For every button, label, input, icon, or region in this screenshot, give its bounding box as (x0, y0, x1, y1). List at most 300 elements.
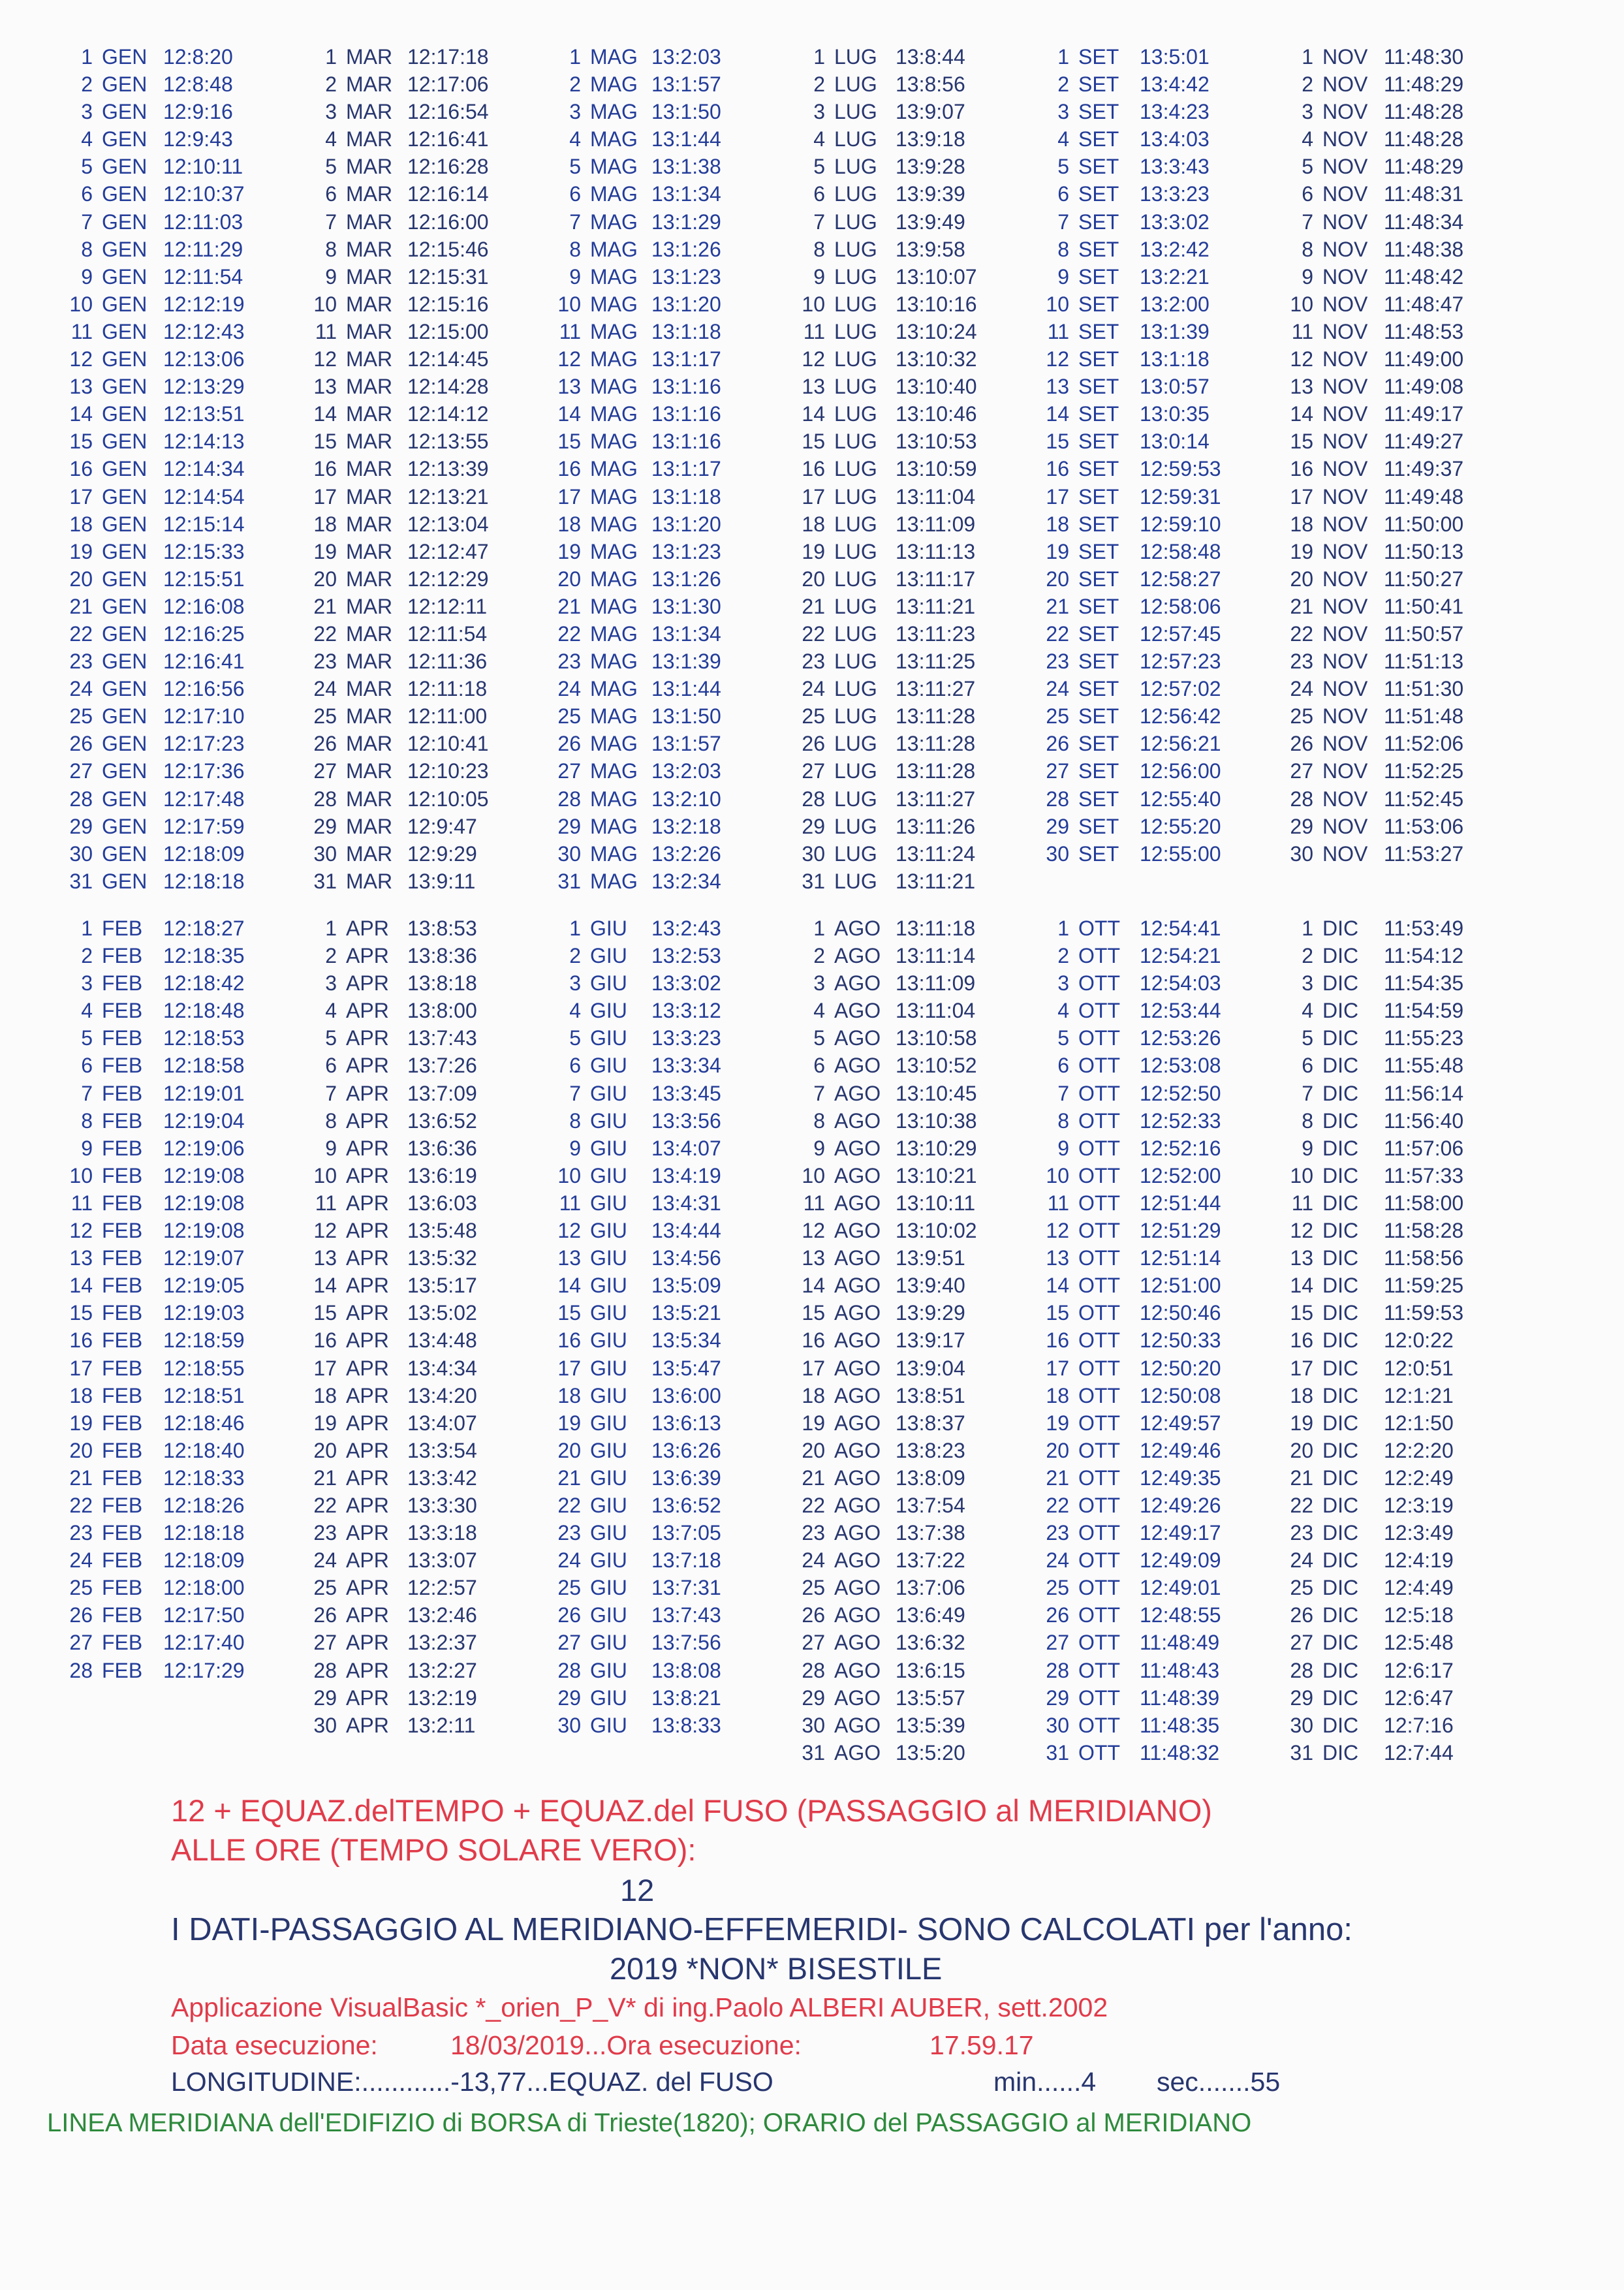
transit-row (1040, 648, 1283, 675)
month-label: FEB (102, 1658, 143, 1682)
month-label: FEB (102, 1383, 143, 1407)
transit-time: 13:11:18 (896, 917, 976, 940)
transit-time: 13:11:04 (896, 999, 976, 1023)
transit-time: 13:8:53 (407, 917, 477, 940)
transit-row (796, 620, 1039, 648)
transit-time: 12:49:01 (1140, 1576, 1221, 1600)
month-block-feb (64, 915, 307, 1684)
day-number: 2 (81, 944, 93, 968)
month-label: APR (346, 1108, 389, 1133)
day-number: 14 (313, 1274, 337, 1298)
day-number: 8 (325, 1108, 337, 1133)
transit-time: 12:18:55 (163, 1356, 245, 1380)
month-label: MAG (590, 100, 638, 124)
transit-row (64, 538, 307, 565)
day-number: 1 (325, 917, 337, 940)
day-number: 27 (557, 759, 581, 783)
transit-row (552, 1546, 795, 1574)
month-label: AGO (834, 999, 881, 1023)
transit-time: 12:52:33 (1140, 1108, 1221, 1133)
transit-time: 12:17:50 (163, 1603, 245, 1627)
transit-row (64, 510, 307, 538)
transit-row (308, 1657, 551, 1684)
month-label: GEN (102, 567, 148, 591)
day-number: 12 (1046, 347, 1069, 371)
day-number: 13 (1046, 375, 1069, 399)
month-label: LUG (834, 841, 877, 866)
transit-row (64, 1464, 307, 1492)
month-label: GEN (102, 512, 148, 536)
transit-row (1040, 1162, 1283, 1189)
transit-row (1285, 1244, 1527, 1272)
day-number: 15 (557, 1301, 581, 1325)
day-number: 12 (1046, 1219, 1069, 1243)
month-label: GIU (590, 971, 627, 996)
transit-time: 12:15:33 (163, 539, 245, 563)
transit-time: 13:7:43 (407, 1026, 477, 1050)
transit-time: 12:14:13 (163, 430, 245, 454)
transit-time: 12:6:17 (1384, 1658, 1454, 1682)
transit-row (552, 1464, 795, 1492)
transit-time: 12:51:44 (1140, 1191, 1221, 1215)
month-label: NOV (1322, 264, 1368, 289)
month-label: AGO (834, 1328, 881, 1353)
transit-time: 13:1:16 (651, 375, 721, 399)
transit-time: 12:10:41 (407, 732, 489, 756)
transit-time: 13:7:18 (651, 1548, 721, 1573)
month-label: FEB (102, 1246, 143, 1270)
transit-row (1285, 757, 1527, 785)
transit-time: 13:6:00 (651, 1383, 721, 1407)
month-label: OTT (1078, 1383, 1120, 1407)
day-number: 17 (313, 484, 337, 509)
month-label: LUG (834, 430, 877, 454)
transit-time: 13:9:58 (896, 237, 965, 261)
transit-time: 12:10:11 (163, 155, 243, 179)
transit-row (1040, 208, 1283, 236)
month-label: AGO (834, 1686, 881, 1710)
month-label: GEN (102, 210, 148, 234)
transit-row (64, 153, 307, 180)
transit-row (1285, 483, 1527, 510)
transit-row (308, 428, 551, 455)
day-number: 7 (1302, 1081, 1313, 1105)
transit-time: 13:3:23 (1140, 182, 1210, 206)
transit-time: 13:0:35 (1140, 402, 1210, 426)
day-number: 18 (1290, 512, 1313, 536)
day-number: 7 (81, 1081, 93, 1105)
application-note: Applicazione VisualBasic *_orien_P_V* di ing.Paolo ALBERI AUBER, sett.2002 (171, 1992, 1108, 2022)
month-label: SET (1078, 787, 1119, 811)
day-number: 5 (81, 155, 93, 179)
month-label: GEN (102, 182, 148, 206)
transit-row (1285, 702, 1527, 730)
day-number: 25 (313, 704, 337, 729)
transit-time: 11:48:31 (1384, 182, 1464, 206)
transit-time: 13:1:38 (651, 155, 721, 179)
month-label: MAG (590, 650, 638, 674)
transit-time: 13:9:28 (896, 155, 965, 179)
month-label: APR (346, 1274, 389, 1298)
day-number: 15 (1046, 430, 1069, 454)
month-label: NOV (1322, 457, 1368, 481)
transit-row (796, 1629, 1039, 1656)
transit-time: 12:18:48 (163, 999, 245, 1023)
transit-row (1285, 263, 1527, 290)
transit-time: 13:3:45 (651, 1081, 721, 1105)
month-block-mag (552, 43, 795, 895)
transit-row (796, 1107, 1039, 1135)
transit-time: 12:56:00 (1140, 759, 1221, 783)
month-label: MAG (590, 594, 638, 618)
day-number: 2 (325, 72, 337, 97)
transit-time: 11:50:13 (1384, 539, 1464, 563)
transit-row (796, 236, 1039, 263)
month-label: SET (1078, 182, 1119, 206)
month-label: GEN (102, 155, 148, 179)
day-number: 12 (802, 347, 825, 371)
day-number: 23 (69, 1521, 93, 1545)
transit-time: 12:17:10 (163, 704, 245, 729)
month-label: NOV (1322, 182, 1368, 206)
formula-line: 12 + EQUAZ.delTEMPO + EQUAZ.del FUSO (PASSAGGIO al MERIDIANO) (171, 1793, 1212, 1828)
day-number: 4 (81, 127, 93, 151)
month-label: LUG (834, 402, 877, 426)
transit-row (64, 620, 307, 648)
transit-row (1040, 942, 1283, 969)
transit-row (1040, 1492, 1283, 1519)
transit-row (552, 98, 795, 125)
day-number: 8 (1302, 1108, 1313, 1133)
day-number: 30 (557, 841, 581, 866)
day-number: 23 (313, 1521, 337, 1545)
transit-row (1040, 1601, 1283, 1629)
transit-row (1285, 1024, 1527, 1052)
transit-row (64, 593, 307, 620)
transit-row (64, 702, 307, 730)
month-label: MAG (590, 375, 638, 399)
day-number: 7 (325, 1081, 337, 1105)
timezone-minutes: min......4 (993, 2067, 1097, 2097)
transit-time: 13:10:53 (896, 430, 977, 454)
transit-time: 12:18:26 (163, 1493, 245, 1517)
day-number: 17 (69, 484, 93, 509)
month-label: SET (1078, 292, 1119, 316)
month-label: NOV (1322, 787, 1368, 811)
month-label: GEN (102, 759, 148, 783)
day-number: 13 (1290, 1246, 1313, 1270)
month-label: APR (346, 1219, 389, 1243)
day-number: 19 (69, 539, 93, 563)
transit-row (796, 1739, 1039, 1766)
month-label: GIU (590, 1713, 627, 1737)
month-label: GEN (102, 347, 148, 371)
transit-row (308, 125, 551, 153)
month-label: LUG (834, 457, 877, 481)
transit-row (552, 1135, 795, 1162)
month-label: SET (1078, 100, 1119, 124)
transit-row (1285, 208, 1527, 236)
month-label: MAR (346, 869, 393, 893)
transit-row (308, 400, 551, 428)
transit-row (1040, 1519, 1283, 1546)
transit-row (1285, 98, 1527, 125)
month-label: SET (1078, 539, 1119, 563)
day-number: 30 (1046, 841, 1069, 866)
month-label: GIU (590, 1383, 627, 1407)
transit-row (308, 1052, 551, 1079)
transit-time: 12:50:33 (1140, 1328, 1221, 1353)
transit-time: 12:59:10 (1140, 512, 1221, 536)
transit-row (308, 208, 551, 236)
day-number: 3 (813, 100, 825, 124)
month-label: GIU (590, 917, 627, 940)
transit-time: 12:13:29 (163, 375, 245, 399)
month-label: NOV (1322, 539, 1368, 563)
month-label: SET (1078, 72, 1119, 97)
month-label: FEB (102, 1081, 143, 1105)
day-number: 31 (802, 1740, 825, 1765)
day-number: 27 (1290, 759, 1313, 783)
month-label: NOV (1322, 512, 1368, 536)
transit-row (796, 1326, 1039, 1354)
transit-time: 12:17:23 (163, 732, 245, 756)
transit-row (1285, 1739, 1527, 1766)
transit-row (552, 969, 795, 997)
transit-row (796, 1244, 1039, 1272)
transit-time: 11:56:14 (1384, 1081, 1464, 1105)
month-label: DIC (1322, 1301, 1359, 1325)
month-label: LUG (834, 539, 877, 563)
month-label: DIC (1322, 1603, 1359, 1627)
month-label: LUG (834, 182, 877, 206)
day-number: 9 (1057, 264, 1069, 289)
month-label: NOV (1322, 732, 1368, 756)
day-number: 13 (1290, 375, 1313, 399)
month-label: AGO (834, 1081, 881, 1105)
transit-row (1285, 1162, 1527, 1189)
day-number: 30 (802, 1713, 825, 1737)
transit-row (64, 942, 307, 969)
day-number: 27 (802, 759, 825, 783)
transit-time: 11:51:48 (1384, 704, 1464, 729)
transit-row (308, 702, 551, 730)
transit-row (796, 153, 1039, 180)
transit-row (1285, 1052, 1527, 1079)
transit-row (1040, 290, 1283, 318)
day-number: 19 (802, 539, 825, 563)
transit-time: 12:9:43 (163, 127, 233, 151)
day-number: 2 (1057, 72, 1069, 97)
month-label: MAG (590, 127, 638, 151)
transit-time: 12:15:14 (163, 512, 245, 536)
transit-time: 12:11:18 (407, 677, 488, 701)
transit-row (1285, 1299, 1527, 1326)
month-label: GIU (590, 999, 627, 1023)
month-label: MAR (346, 237, 393, 261)
transit-time: 11:48:32 (1140, 1740, 1220, 1765)
month-label: AGO (834, 1301, 881, 1325)
transit-time: 12:17:06 (407, 72, 489, 97)
day-number: 9 (813, 264, 825, 289)
transit-time: 12:19:05 (163, 1274, 245, 1298)
month-label: MAG (590, 264, 638, 289)
transit-row (64, 1326, 307, 1354)
transit-time: 13:7:43 (651, 1603, 721, 1627)
transit-time: 13:5:57 (896, 1686, 965, 1710)
transit-time: 13:2:21 (1140, 264, 1210, 289)
transit-time: 12:13:55 (407, 430, 489, 454)
transit-row (796, 1217, 1039, 1244)
day-number: 17 (1046, 1356, 1069, 1380)
month-label: GIU (590, 944, 627, 968)
day-number: 19 (802, 1411, 825, 1435)
month-label: OTT (1078, 971, 1120, 996)
transit-row (1285, 43, 1527, 71)
day-number: 19 (313, 539, 337, 563)
transit-time: 13:8:37 (896, 1411, 965, 1435)
day-number: 30 (313, 841, 337, 866)
transit-time: 13:1:18 (651, 484, 721, 509)
month-label: AGO (834, 1713, 881, 1737)
transit-row (308, 1519, 551, 1546)
day-number: 20 (1046, 1438, 1069, 1462)
transit-row (308, 997, 551, 1024)
day-number: 29 (1290, 1686, 1313, 1710)
transit-time: 13:3:02 (1140, 210, 1210, 234)
transit-time: 13:2:18 (651, 814, 721, 838)
day-number: 10 (313, 1163, 337, 1187)
transit-time: 11:49:37 (1384, 457, 1464, 481)
transit-row (64, 757, 307, 785)
month-label: OTT (1078, 1438, 1120, 1462)
day-number: 28 (1290, 1658, 1313, 1682)
month-label: SET (1078, 732, 1119, 756)
month-label: DIC (1322, 1658, 1359, 1682)
month-label: DIC (1322, 1631, 1359, 1655)
transit-row (552, 1574, 795, 1601)
month-label: OTT (1078, 1108, 1120, 1133)
day-number: 4 (813, 999, 825, 1023)
month-label: FEB (102, 1108, 143, 1133)
transit-row (1040, 757, 1283, 785)
day-number: 26 (1290, 1603, 1313, 1627)
transit-time: 13:10:40 (896, 375, 977, 399)
transit-time: 13:1:17 (651, 347, 721, 371)
day-number: 27 (69, 1631, 93, 1655)
day-number: 12 (313, 347, 337, 371)
day-number: 25 (1290, 1576, 1313, 1600)
transit-row (64, 1162, 307, 1189)
transit-row (1285, 290, 1527, 318)
day-number: 11 (1291, 1191, 1313, 1215)
day-number: 6 (1057, 1054, 1069, 1078)
month-label: GEN (102, 72, 148, 97)
transit-row (64, 1437, 307, 1464)
transit-row (1285, 1437, 1527, 1464)
month-label: MAR (346, 759, 393, 783)
transit-row (64, 1657, 307, 1684)
transit-row (552, 1244, 795, 1272)
transit-time: 12:16:41 (407, 127, 489, 151)
day-number: 10 (557, 1163, 581, 1187)
transit-row (796, 1574, 1039, 1601)
transit-row (308, 373, 551, 400)
transit-row (1285, 1272, 1527, 1299)
day-number: 21 (1290, 1466, 1313, 1490)
month-label: DIC (1322, 1274, 1359, 1298)
day-number: 5 (569, 1026, 581, 1050)
day-number: 5 (1302, 1026, 1313, 1050)
transit-row (308, 1601, 551, 1629)
month-label: SET (1078, 704, 1119, 729)
transit-row (64, 43, 307, 71)
transit-time: 13:6:26 (651, 1438, 721, 1462)
day-number: 1 (569, 45, 581, 69)
transit-row (1040, 483, 1283, 510)
month-label: MAG (590, 45, 638, 69)
day-number: 7 (813, 210, 825, 234)
transit-row (1285, 1629, 1527, 1656)
day-number: 22 (69, 621, 93, 646)
day-number: 20 (69, 567, 93, 591)
day-number: 9 (325, 264, 337, 289)
day-number: 13 (1046, 1246, 1069, 1270)
month-label: LUG (834, 237, 877, 261)
transit-row (308, 785, 551, 813)
day-number: 21 (802, 1466, 825, 1490)
month-label: APR (346, 1521, 389, 1545)
transit-time: 13:11:25 (896, 650, 976, 674)
month-label: MAR (346, 539, 393, 563)
transit-time: 12:58:06 (1140, 594, 1221, 618)
transit-row (796, 1657, 1039, 1684)
day-number: 28 (69, 787, 93, 811)
month-label: GIU (590, 1054, 627, 1078)
execution-date-label: Data esecuzione: (171, 2030, 378, 2060)
transit-time: 12:5:18 (1384, 1603, 1454, 1627)
transit-time: 12:18:18 (163, 1521, 245, 1545)
month-label: GIU (590, 1246, 627, 1270)
month-label: MAG (590, 430, 638, 454)
transit-row (552, 1162, 795, 1189)
transit-row (64, 428, 307, 455)
transit-time: 13:9:07 (896, 100, 965, 124)
transit-time: 13:8:09 (896, 1466, 965, 1490)
day-number: 1 (813, 917, 825, 940)
day-number: 28 (313, 787, 337, 811)
day-number: 23 (802, 1521, 825, 1545)
transit-row (64, 1382, 307, 1409)
day-number: 11 (803, 319, 825, 343)
transit-row (796, 1464, 1039, 1492)
month-label: OTT (1078, 1686, 1120, 1710)
day-number: 5 (81, 1026, 93, 1050)
transit-row (796, 125, 1039, 153)
month-label: OTT (1078, 1136, 1120, 1160)
transit-time: 12:49:09 (1140, 1548, 1221, 1573)
day-number: 18 (69, 1383, 93, 1407)
transit-row (552, 263, 795, 290)
day-number: 26 (313, 1603, 337, 1627)
month-label: MAR (346, 72, 393, 97)
month-label: MAG (590, 319, 638, 343)
day-number: 26 (802, 732, 825, 756)
transit-time: 13:10:24 (896, 319, 977, 343)
transit-row (1285, 1712, 1527, 1739)
transit-row (308, 1574, 551, 1601)
day-number: 1 (1302, 917, 1313, 940)
